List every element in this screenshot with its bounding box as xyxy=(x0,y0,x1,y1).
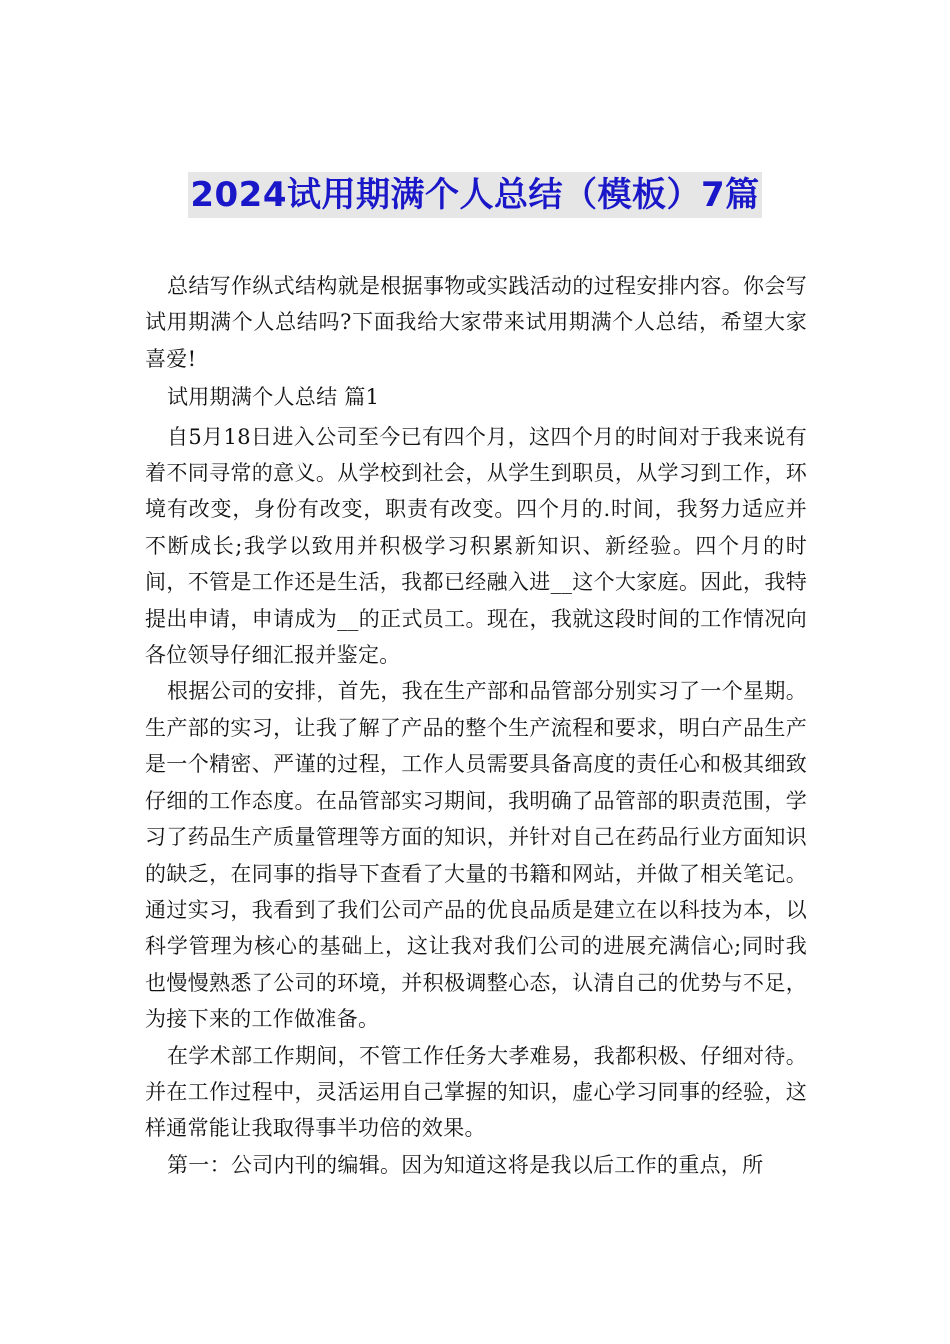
section-heading: 试用期满个人总结 篇1 xyxy=(167,385,380,410)
body-paragraph: 第一：公司内刊的编辑。因为知道这将是我以后工作的重点，所 xyxy=(167,1152,764,1177)
title-container xyxy=(0,172,950,218)
document-title: 2024试用期满个人总结（模板）7篇 xyxy=(188,172,761,218)
body-paragraph: 自5月18日进入公司至今已有四个月，这四个月的时间对于我来说有着不同寻常的意义。从学校到社会，从学生到职员，从学习到工作，环境有改变，身份有改变，职责有改变。四个月的.时间，我努力适应并不断成长;我学以致用并积极学习积累新知识、新经验。四个月的时间，不管是工作还是生活，我都已经融入进__这个大家庭。因此，我特提出申请，申请成为__的正式员工。现在，我就这段时间的工作情况向各位领导仔细汇报并鉴定。 xyxy=(145,424,807,668)
body-paragraph: 在学术部工作期间，不管工作任务大孝难易，我都积极、仔细对待。并在工作过程中，灵活运用自己掌握的知识，虚心学习同事的经验，这样通常能让我取得事半功倍的效果。 xyxy=(145,1043,807,1141)
intro-paragraph: 总结写作纵式结构就是根据事物或实践活动的过程安排内容。你会写试用期满个人总结吗?下面我给大家带来试用期满个人总结，希望大家喜爱! xyxy=(145,274,807,371)
document-body xyxy=(145,268,807,1183)
body-paragraph: 根据公司的安排，首先，我在生产部和品管部分别实习了一个星期。生产部的实习，让我了解了产品的整个生产流程和要求，明白产品生产是一个精密、严谨的过程，工作人员需要具备高度的责任心和极其细致仔细的工作态度。在品管部实习期间，我明确了品管部的职责范围，学习了药品生产质量管理等方面的知识，并针对自己在药品行业方面知识的缺乏，在同事的指导下查看了大量的书籍和网站，并做了相关笔记。通过实习，我看到了我们公司产品的优良品质是建立在以科技为本，以科学管理为核心的基础上，这让我对我们公司的进展充满信心;同时我也慢慢熟悉了公司的环境，并积极调整心态，认清自己的优势与不足，为接下来的工作做准备。 xyxy=(145,679,807,1032)
